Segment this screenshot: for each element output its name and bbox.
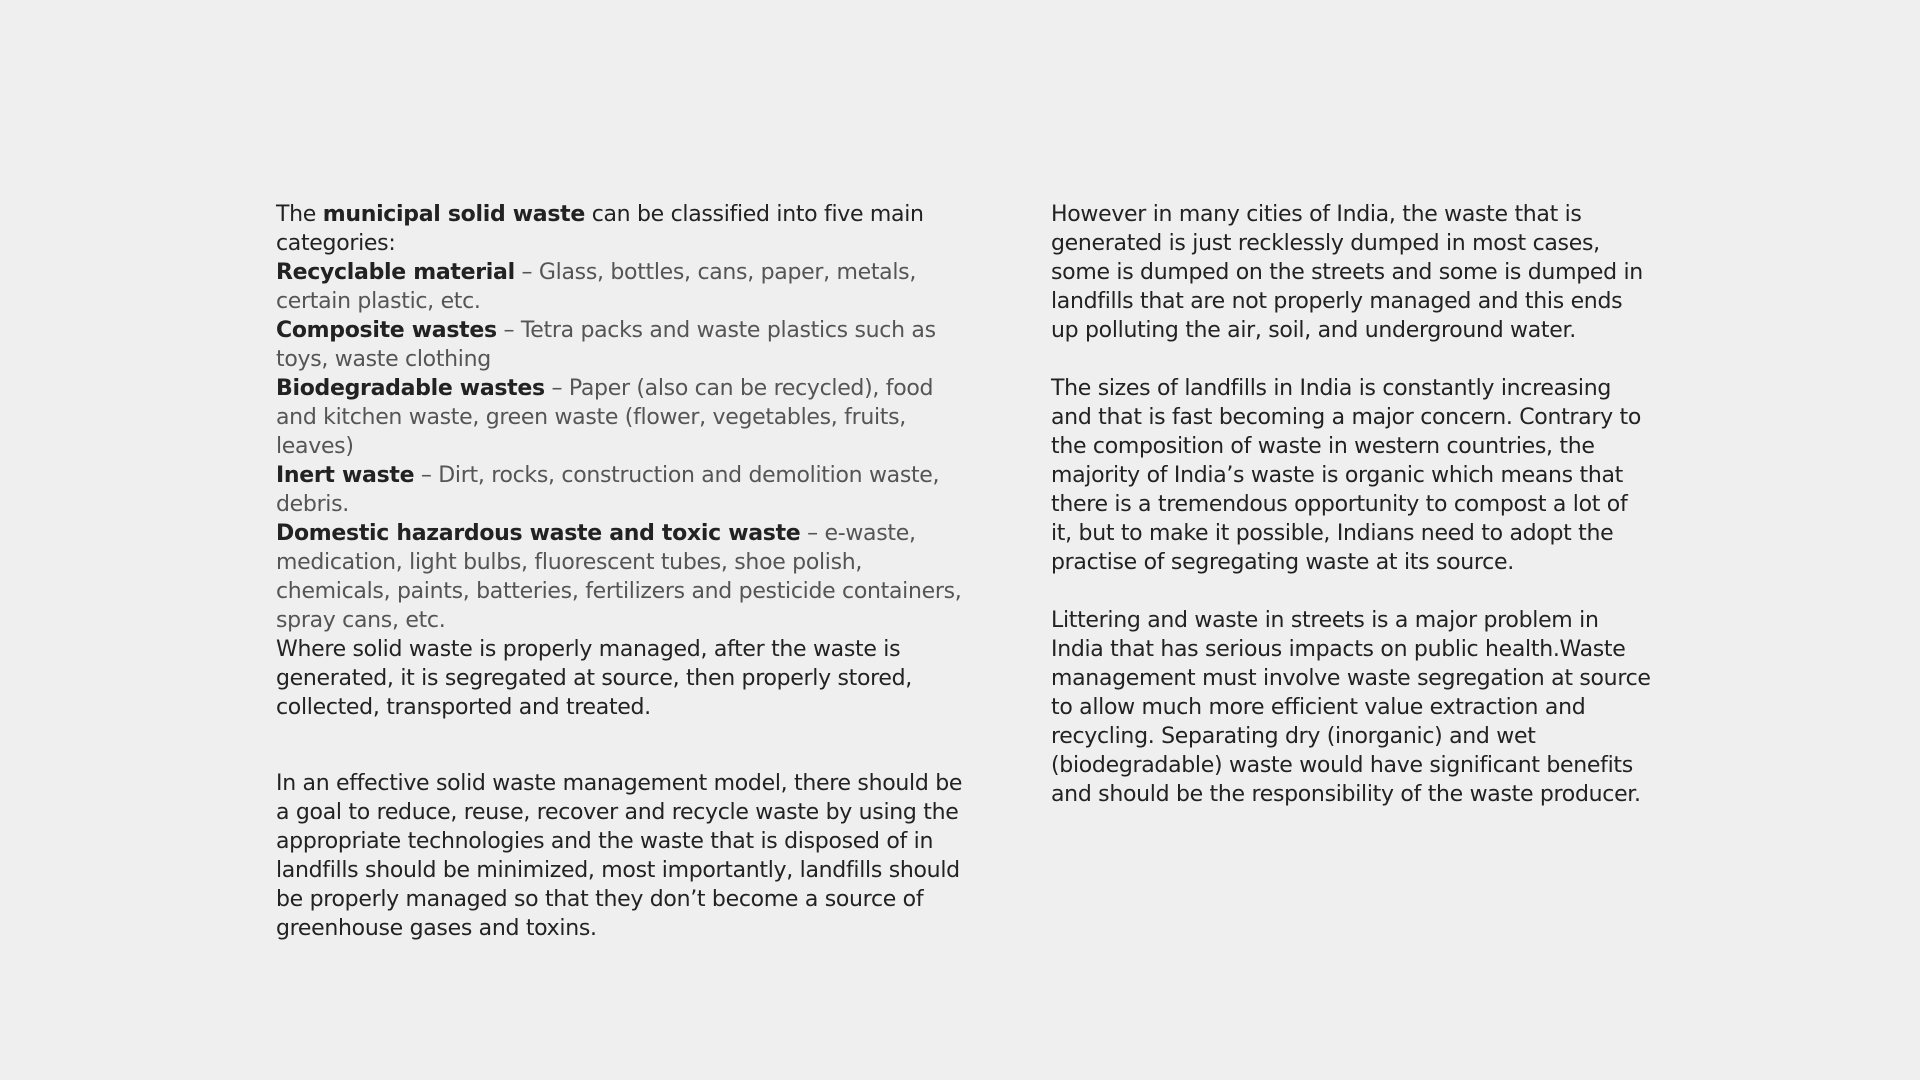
category-term: Domestic hazardous waste and toxic waste xyxy=(276,521,801,546)
category-item xyxy=(276,461,976,519)
intro-pre: The xyxy=(276,202,323,227)
littering-paragraph: Littering and waste in streets is a major problem in India that has serious impacts on public health.Waste management must involve waste segregation at source to allow much more efficient value extraction and recycling. Separating dry (inorganic) and wet (biodegradable) waste would have significant benefits and should be the responsibility of the waste producer. xyxy=(1051,608,1651,807)
category-desc: – Paper (also can be recycled), food and kitchen waste, green waste (flower, vegetables, fruits, leaves) xyxy=(276,376,934,459)
category-item xyxy=(276,316,976,374)
category-desc: – Tetra packs and waste plastics such as toys, waste clothing xyxy=(276,318,936,372)
right-column xyxy=(1051,200,1651,809)
category-item xyxy=(276,374,976,461)
category-desc: – e-waste, medication, light bulbs, fluorescent tubes, shoe polish, chemicals, paints, batteries, fertilizers and pesticide containers, spray cans, etc. xyxy=(276,521,962,633)
category-term: Biodegradable wastes xyxy=(276,376,545,401)
india-dumping-paragraph: However in many cities of India, the waste that is generated is just recklessly dumped in most cases, some is dumped on the streets and some is dumped in landfills that are not properly managed and this ends up polluting the air, soil, and underground water. xyxy=(1051,202,1643,343)
managed-paragraph: Where solid waste is properly managed, after the waste is generated, it is segregated at source, then properly stored, collected, transported and treated. xyxy=(276,637,912,720)
category-term: Composite wastes xyxy=(276,318,497,343)
category-item xyxy=(276,519,976,635)
model-paragraph: In an effective solid waste management model, there should be a goal to reduce, reuse, recover and recycle waste by using the appropriate technologies and the waste that is disposed of in landfills should be minimized, most importantly, landfills should be properly managed so that they don’t become a source of greenhouse gases and toxins. xyxy=(276,771,963,941)
category-term: Recyclable material xyxy=(276,260,515,285)
category-item xyxy=(276,258,976,316)
landfill-size-paragraph: The sizes of landfills in India is constantly increasing and that is fast becoming a major concern. Contrary to the composition of waste in western countries, the majority of India’s waste is organic which means that there is a tremendous opportunity to compost a lot of it, but to make it possible, Indians need to adopt the practise of segregating waste at its source. xyxy=(1051,376,1642,575)
intro-bold-term: municipal solid waste xyxy=(322,202,585,227)
left-column xyxy=(276,200,976,943)
intro-paragraph xyxy=(276,200,976,258)
intro-post: can be classified into five main categories: xyxy=(276,202,924,256)
category-term: Inert waste xyxy=(276,463,415,488)
category-desc: – Dirt, rocks, construction and demolition waste, debris. xyxy=(276,463,940,517)
category-desc: – Glass, bottles, cans, paper, metals, certain plastic, etc. xyxy=(276,260,917,314)
